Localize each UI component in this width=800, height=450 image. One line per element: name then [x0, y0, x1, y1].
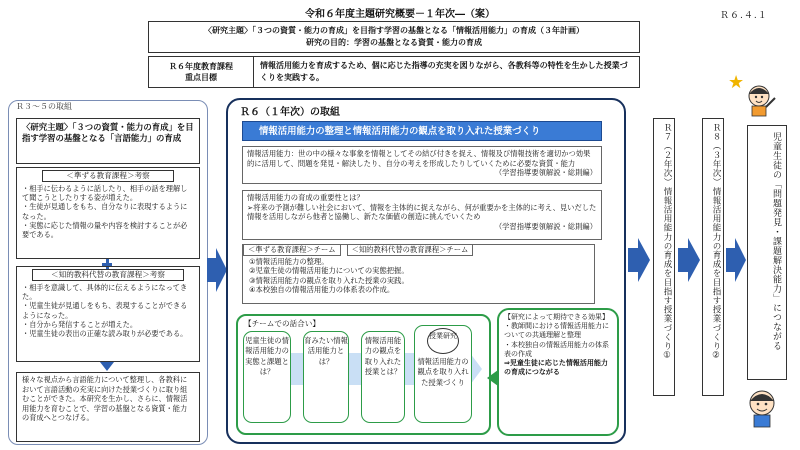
- task-item: ④本校独自の情報活用能力の体系表の作成。: [249, 285, 395, 295]
- discussion-step: 育みたい情報活用能力とは？: [303, 331, 349, 423]
- regular-course-review-head: ＜準ずる教育課程＞考察: [42, 170, 174, 182]
- review-item: ・実態に応じた情報の量や内容を検討することが必要である。: [22, 220, 188, 240]
- current-year-heading: Ｒ６（１年次）の取組: [240, 107, 340, 118]
- review-item: ・生徒が見通しをもち、自分なりに表現するようになった。: [22, 202, 188, 221]
- team-tasks-box: [242, 244, 595, 304]
- right-arrow-icon: [207, 248, 227, 292]
- effects-head: 【研究によって期待できる効果】: [504, 313, 609, 321]
- page-title: 令和６年度主題研究概要－１年次―（案）: [305, 9, 495, 20]
- regular-team-tab: ＜準ずる教育課程＞チーム: [243, 244, 341, 256]
- definition-source: （学習指導要領解説・総則編）: [494, 168, 597, 178]
- year2-column: Ｒ７（２年次）情報活用能力の育成を目指す授業づくり①: [653, 118, 675, 396]
- team-discussion-head: 【チームでの話合い】: [244, 319, 320, 328]
- page-date: Ｒ６.４.１: [720, 11, 768, 21]
- effect-item: ・本校独自の情報活用能力の体系表の作成: [504, 340, 609, 358]
- down-arrow-icon: [100, 362, 114, 372]
- right-arrow-icon: [726, 238, 746, 282]
- discussion-step: 児童生徒の情報活用能力の実態と課題とは？: [243, 331, 291, 423]
- importance-title: 情報活用能力の育成の重要性とは？: [247, 193, 364, 202]
- review-item: ・児童生徒が見通しをもち、表現することができるようになった。: [22, 301, 188, 320]
- discussion-step: 情報活用能力の観点を取り入れた授業とは？: [361, 331, 405, 423]
- goal-head-line2: 重点目標: [185, 73, 217, 82]
- importance-source: （学習指導要領解説・総則編）: [494, 221, 597, 231]
- task-item: ①情報活用能力の整理。: [249, 256, 329, 266]
- current-year-banner: 情報活用能力の整理と情報活用能力の観点を取り入れた授業づくり: [242, 121, 602, 141]
- goal-head-line1: Ｒ６年度教育課程: [169, 62, 233, 71]
- definition-box: [242, 146, 602, 184]
- importance-text: ➢将来の予測が難しい社会において、情報を主体的に捉えながら、何が重要かを主体的に考え、見いだした情報を活用しながら他者と協働し、新たな価値の創造に挑んでいくため: [247, 202, 597, 222]
- task-item: ③情報活用能力の観点を取り入れた授業の実践。: [249, 275, 409, 285]
- review-item: ・自分から発信することが増えた。: [22, 319, 138, 329]
- importance-box: [242, 190, 602, 240]
- effect-result: ⇒児童生徒に応じた情報活用能力の育成につながる: [504, 359, 608, 377]
- expected-effects-box: [497, 308, 619, 436]
- lesson-study-badge: 授業研究: [427, 328, 459, 354]
- year3-column: Ｒ８（３年次）情報活用能力の育成を目指す授業づくり②: [702, 118, 724, 396]
- past-theme-box: 〈研究主題〉「３つの資質・能力の育成」を目指す学習の基盤となる「言語能力」の育成: [16, 118, 200, 164]
- priority-goal-row: [148, 56, 640, 88]
- research-purpose-line: 研究の目的：学習の基盤となる資質・能力の育成: [306, 38, 482, 47]
- priority-goal-text: 情報活用能力を育成するため、個に応じた指導の充実を図りながら、各教科等の特性を生かした授業づくりを実践する。: [260, 61, 628, 82]
- review-item: ・相手に伝わるように話したり、相手の話を理解して聞こうとしたりする姿が増えた。: [22, 184, 188, 203]
- definition-text: 情報活用能力：世の中の様々な事象を情報としてその結び付きを捉え、情報及び情報技術を適切かつ効果的に活用して、問題を発見・解決したり、自分の考えを形成したりしていくために必要な資質・能力: [247, 149, 591, 168]
- discussion-step-label: 情報活用能力の観点を取り入れた授業づくり: [417, 357, 469, 387]
- priority-goal-head: [149, 57, 254, 87]
- child-smiling-icon: [742, 385, 782, 429]
- task-item: ②児童生徒の情報活用能力についての実態把握。: [249, 266, 409, 276]
- final-goal-column: 児童生徒の「問題発見・課題解決能力」につながる: [747, 125, 787, 380]
- right-arrow-icon: [678, 238, 700, 282]
- effect-item: ・教師間における情報活用能力についての共通理解と整理: [504, 322, 609, 340]
- past-efforts-tab: Ｒ３～５の取組: [16, 102, 72, 111]
- review-item: ・相手を意識して、具体的に伝えるようになってきた。: [22, 283, 188, 302]
- child-cheering-icon: [741, 80, 779, 118]
- review-item: ・児童生徒の表出の正確な読み取りが必要である。: [22, 329, 188, 339]
- right-arrow-icon: [628, 238, 650, 282]
- research-theme-box: [148, 21, 640, 53]
- alt-course-review: [16, 266, 200, 362]
- regular-course-review: [16, 167, 200, 259]
- alt-course-review-head: ＜知的教科代替の教育課程＞考察: [32, 269, 184, 281]
- discussion-step-final: [414, 325, 472, 423]
- star-icon: ★: [728, 72, 745, 93]
- research-theme-line: 〈研究主題〉「３つの資質・能力の育成」を目指す学習の基盤となる「情報活用能力」の育成（３年計画）: [204, 26, 584, 35]
- alt-team-tab: ＜知的教科代替の教育課程＞チーム: [347, 244, 474, 256]
- past-summary: 様々な視点から言語能力について整理し、各教科において言語活動の充実に向けた授業づくりに取り組むことができた。本研究を生かし、さらに、情報活用能力を育むことで、学習の基盤となる資質・能力の育成へとつなげる。: [16, 372, 200, 442]
